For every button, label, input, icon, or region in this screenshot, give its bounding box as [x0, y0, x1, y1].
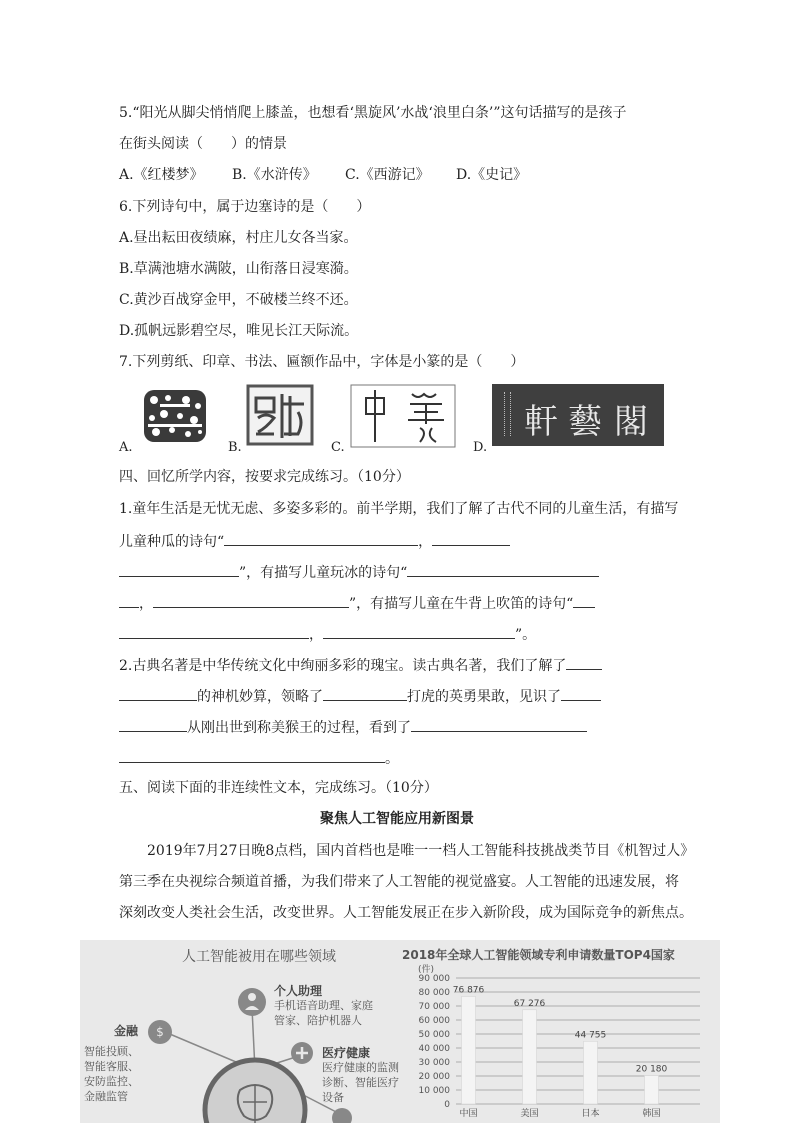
y-tick-label: 50 000 [418, 1030, 450, 1040]
y-tick-label: 40 000 [418, 1044, 450, 1054]
answer-blank[interactable] [561, 686, 601, 701]
s4-q1-line2 [119, 531, 510, 551]
bar [584, 1041, 598, 1104]
bar [645, 1076, 659, 1104]
q7-label-c: C. [331, 440, 345, 455]
data-label: 76 876 [452, 985, 485, 996]
section4-heading: 四、回忆所学内容，按要求完成练习。（10分） [119, 469, 410, 485]
s4-q2-line4 [119, 748, 399, 768]
comma: ， [418, 534, 433, 550]
q6-option-c: C.黄沙百战穿金甲，不破楼兰终不还。 [119, 292, 358, 308]
bar [523, 1010, 537, 1104]
answer-blank[interactable] [566, 655, 602, 670]
answer-blank[interactable] [153, 593, 349, 608]
data-label: 20 180 [635, 1064, 668, 1075]
y-tick-label: 70 000 [418, 1002, 450, 1012]
q6-option-d: D.孤帆远影碧空尽，唯见长江天际流。 [119, 323, 359, 339]
data-label: 67 276 [513, 998, 546, 1009]
assistant-title: 个人助理 [274, 984, 323, 998]
s4-q2-line3 [119, 717, 587, 737]
y-axis-unit: (件) [418, 965, 435, 975]
plaque-image [492, 384, 664, 446]
s4-q1-line1: 1.童年生活是无忧无虑、多姿多彩的。前半学期，我们了解了古代不同的儿童生活，有描写 [119, 501, 679, 517]
q7-label-b: B. [228, 440, 242, 455]
y-tick-label: 60 000 [418, 1016, 450, 1026]
q7-label-a: A. [119, 440, 133, 455]
article-title: 聚焦人工智能应用新图景 [320, 811, 474, 827]
y-tick-label: 30 000 [418, 1058, 450, 1068]
calligraphy-image [350, 384, 456, 448]
s4-q1-text-e: ”。 [515, 627, 537, 643]
answer-blank[interactable] [119, 562, 239, 577]
s4-q2-text-a: 2.古典名著是中华传统文化中绚丽多彩的瑰宝。读古典名著，我们了解了 [119, 658, 567, 674]
answer-blank[interactable] [119, 686, 197, 701]
svg-text:$: $ [156, 1025, 164, 1039]
q6-stem: 6.下列诗句中，属于边塞诗的是（ ） [119, 199, 371, 215]
s4-q1-text-c: ”，有描写儿童玩冰的诗句“ [239, 565, 408, 581]
finance-desc-3: 安防监控、 [84, 1075, 139, 1088]
y-tick-label: 80 000 [418, 988, 450, 998]
answer-blank[interactable] [224, 531, 418, 546]
answer-blank[interactable] [119, 748, 385, 763]
s4-q2-text-e: 。 [385, 751, 399, 767]
assistant-desc-1: 手机语音助理、家庭 [274, 999, 373, 1012]
answer-blank[interactable] [411, 717, 587, 732]
answer-blank[interactable] [119, 593, 139, 608]
data-label: 44 755 [574, 1030, 607, 1041]
y-tick-label: 20 000 [418, 1072, 450, 1082]
medical-desc-2: 诊断、智能医疗 [322, 1076, 399, 1089]
assistant-desc-2: 管家、陪护机器人 [274, 1014, 362, 1027]
chart-title: 2018年全球人工智能领域专利申请数量TOP4国家 [402, 948, 675, 962]
medical-title: 医疗健康 [322, 1046, 371, 1060]
comma: ， [309, 627, 323, 643]
y-tick-label: 0 [444, 1100, 450, 1110]
x-tick-label: 日本 [581, 1109, 600, 1119]
answer-blank[interactable] [323, 686, 407, 701]
ai-infographic [80, 940, 720, 1123]
paper-cut-image [138, 384, 212, 446]
medical-desc-3: 设备 [322, 1091, 344, 1104]
article-para-line2: 第三季在央视综合频道首播，为我们带来了人工智能的视觉盛宴。人工智能的迅速发展，将 [119, 874, 679, 890]
s4-q2-text-b: 的神机妙算，领略了 [197, 689, 323, 705]
q5-option-d: D.《史记》 [456, 167, 528, 183]
article-para-line1: 2019年7月27日晚8点档，国内首档也是唯一一档人工智能科技挑战类节目《机智过人》 [147, 843, 695, 859]
section5-heading: 五、阅读下面的非连续性文本，完成练习。（10分） [119, 780, 438, 796]
finance-desc-1: 智能投顾、 [84, 1045, 139, 1058]
x-tick-label: 中国 [459, 1109, 478, 1119]
q5-stem-line1: 5.“阳光从脚尖悄悄爬上膝盖，也想看‘黑旋风’水战‘浪里白条’”这句话描写的是孩子 [119, 105, 627, 121]
comma: ， [139, 596, 153, 612]
ai-fields-title: 人工智能被用在哪些领域 [182, 949, 336, 965]
plaque-char-1: 軒 [524, 402, 558, 442]
medical-desc-1: 医疗健康的监测 [322, 1061, 399, 1074]
q5-option-c: C.《西游记》 [345, 167, 430, 183]
plaque-char-3: 閣 [614, 402, 648, 442]
q6-option-a: A.昼出耘田夜绩麻，村庄儿女各当家。 [119, 230, 358, 246]
finance-desc-4: 金融监管 [84, 1090, 128, 1103]
q5-option-b: B.《水浒传》 [232, 167, 317, 183]
q7-label-d: D. [473, 440, 488, 455]
s4-q1-line5 [119, 624, 536, 644]
s4-q2-text-c: 打虎的英勇果敢，见识了 [407, 689, 561, 705]
bar [462, 996, 476, 1104]
finance-title: 金融 [114, 1024, 139, 1038]
q6-option-b: B.草满池塘水满陂，山衔落日浸寒漪。 [119, 261, 358, 277]
plaque-char-2: 藝 [568, 402, 602, 442]
s4-q2-line2 [119, 686, 601, 706]
q7-stem: 7.下列剪纸、印章、书法、匾额作品中，字体是小篆的是（ ） [119, 354, 525, 370]
x-tick-label: 韩国 [642, 1109, 661, 1119]
s4-q1-line3 [119, 562, 599, 582]
q5-stem-line2: 在街头阅读（ ）的情景 [119, 136, 287, 152]
y-tick-label: 90 000 [418, 974, 450, 984]
s4-q1-text-b: 儿童种瓜的诗句“ [119, 534, 225, 550]
answer-blank[interactable] [432, 531, 510, 546]
extra-icon [332, 1108, 352, 1123]
x-tick-label: 美国 [520, 1109, 539, 1119]
s4-q1-line4 [119, 593, 595, 613]
answer-blank[interactable] [119, 624, 309, 639]
answer-blank[interactable] [323, 624, 515, 639]
patent-bar-chart [400, 960, 720, 1123]
article-para-line3: 深刻改变人类社会生活，改变世界。人工智能发展正在步入新阶段，成为国际竞争的新焦点。 [119, 905, 693, 921]
answer-blank[interactable] [119, 717, 187, 732]
s4-q2-line1 [119, 655, 602, 675]
s4-q1-text-d: ”，有描写儿童在牛背上吹笛的诗句“ [349, 596, 574, 612]
y-tick-label: 10 000 [418, 1086, 450, 1096]
s4-q2-text-d: 从刚出世到称美猴王的过程，看到了 [187, 720, 411, 736]
person-icon [238, 988, 266, 1016]
answer-blank[interactable] [573, 593, 595, 608]
answer-blank[interactable] [407, 562, 599, 577]
seal-image [246, 384, 314, 446]
finance-desc-2: 智能客服、 [84, 1060, 139, 1073]
q5-option-a: A.《红楼梦》 [119, 167, 204, 183]
